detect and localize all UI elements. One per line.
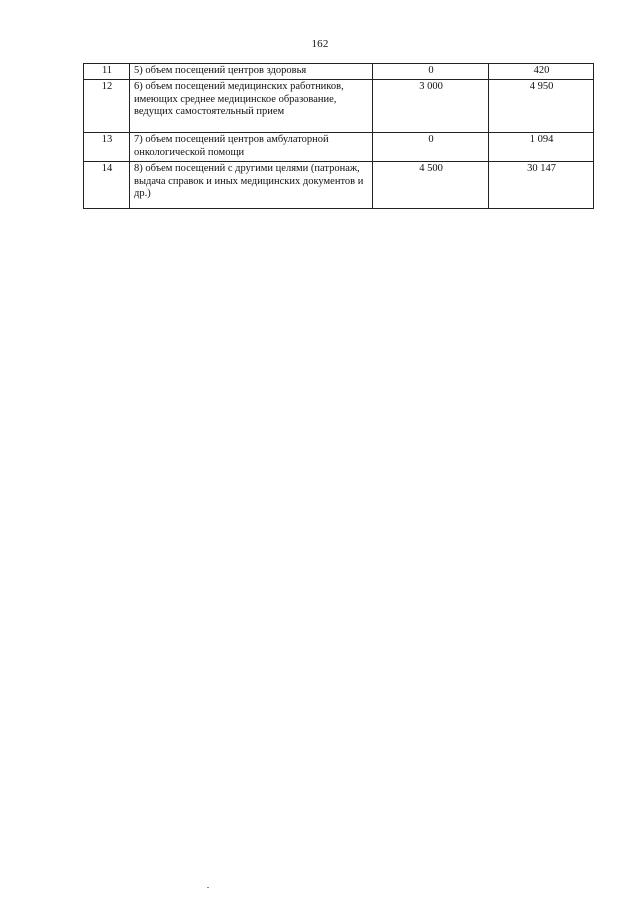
row-value-1: 0 [373, 64, 489, 80]
row-value-2: 1 094 [489, 133, 594, 162]
row-value-1: 3 000 [373, 80, 489, 133]
table-row [84, 80, 594, 133]
row-value-1: 4 500 [373, 162, 489, 209]
table-row [84, 64, 594, 80]
row-indicator-name: 7) объем посещений центров амбулаторной онкологической помощи [130, 133, 373, 162]
row-indicator-name: 6) объем посещений медицинских работников, имеющих среднее медицинское образование, ведущих самостоятельный прием [130, 80, 373, 133]
page-number: 162 [311, 38, 329, 50]
row-value-2: 420 [489, 64, 594, 80]
row-value-2: 30 147 [489, 162, 594, 209]
row-value-1: 0 [373, 133, 489, 162]
table-row [84, 162, 594, 209]
row-indicator-name: 8) объем посещений с другими целями (патронаж, выдача справок и иных медицинских документов и др.) [130, 162, 373, 209]
row-indicator-name: 5) объем посещений центров здоровья [130, 64, 373, 80]
row-value-2: 4 950 [489, 80, 594, 133]
row-number: 14 [84, 162, 130, 209]
row-number: 13 [84, 133, 130, 162]
table-row [84, 133, 594, 162]
data-table [83, 63, 594, 209]
scan-speck [207, 887, 209, 888]
row-number: 12 [84, 80, 130, 133]
row-number: 11 [84, 64, 130, 80]
